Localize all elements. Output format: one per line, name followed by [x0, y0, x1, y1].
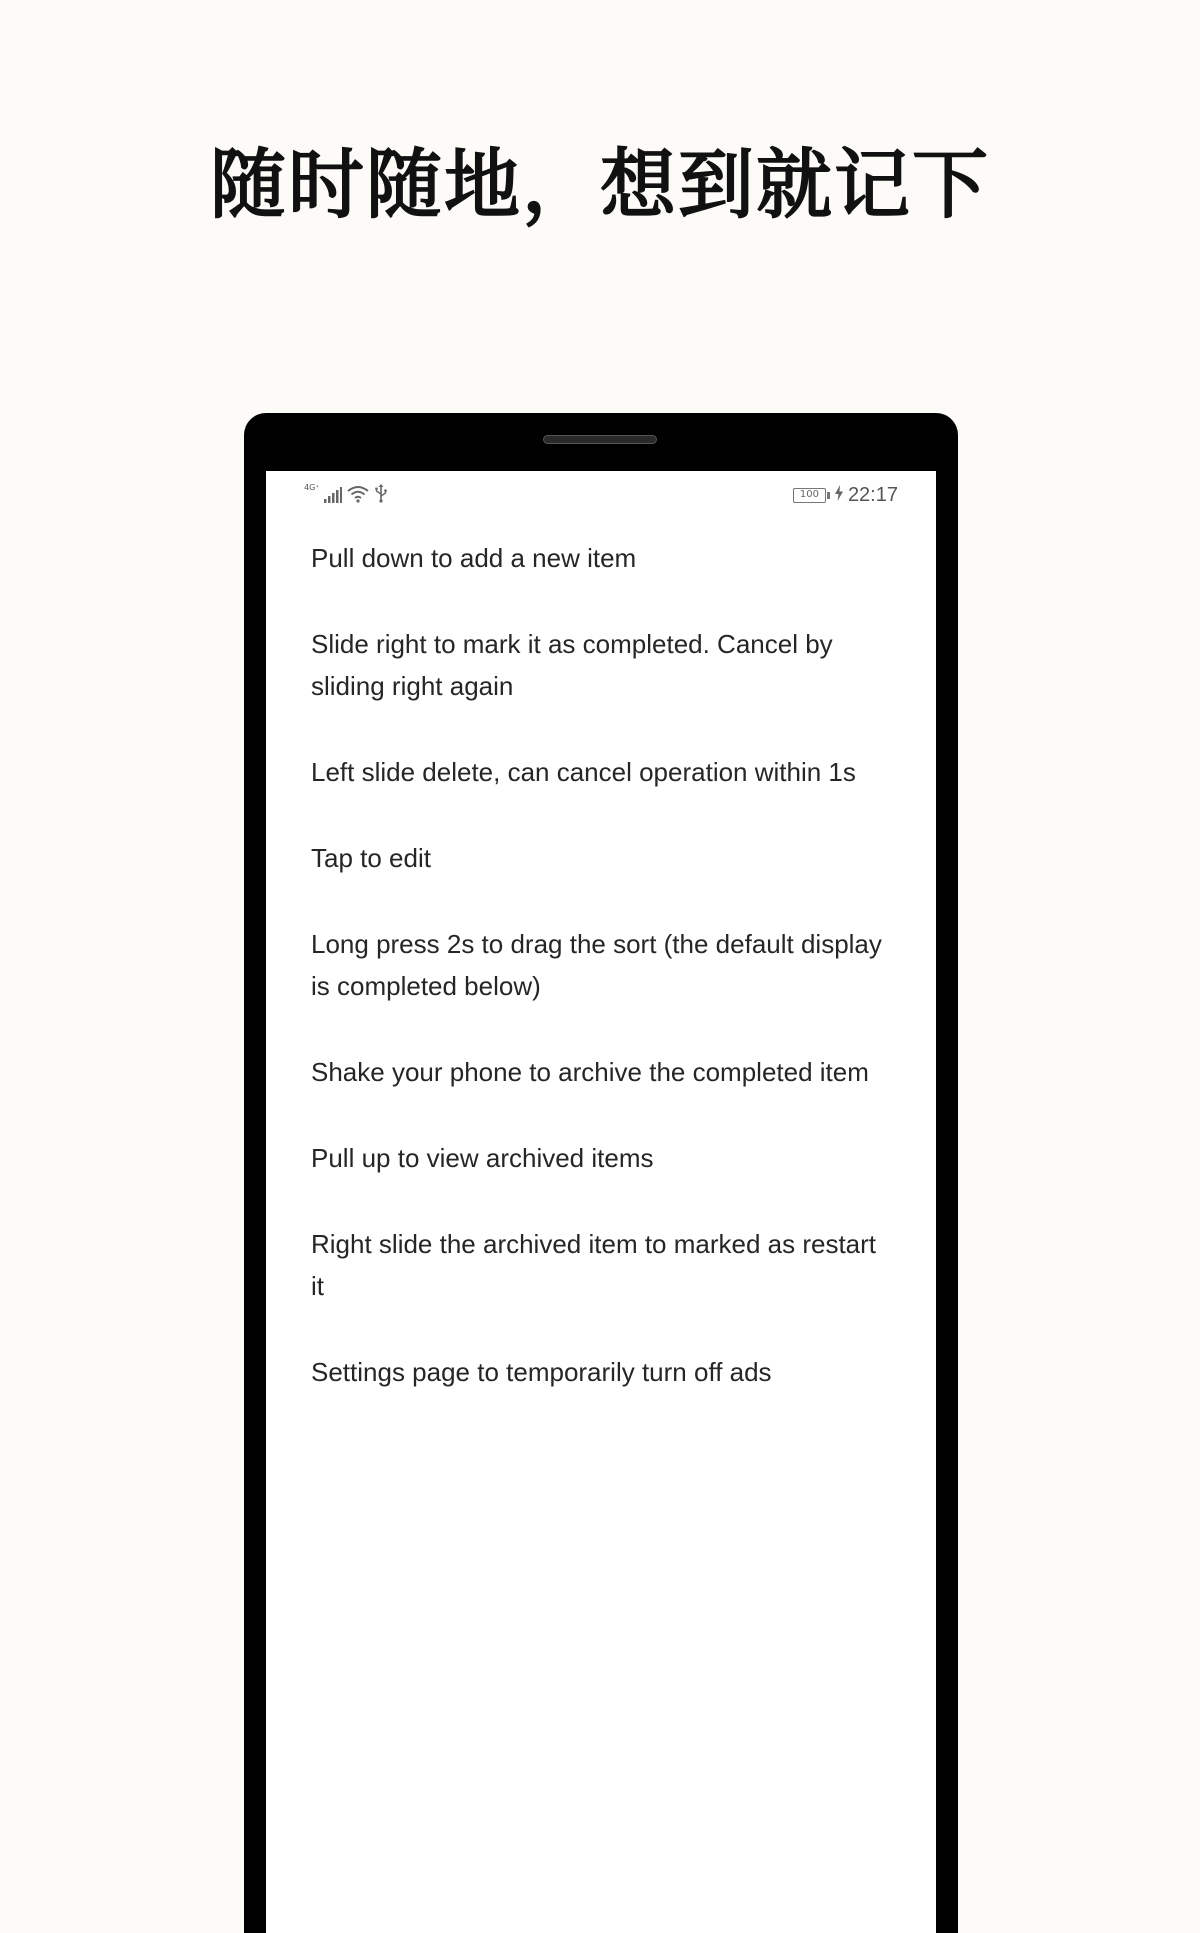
phone-speaker — [543, 435, 657, 444]
list-item[interactable]: Long press 2s to drag the sort (the default display is completed below) — [311, 929, 882, 1001]
phone-screen — [266, 471, 936, 1933]
list-item[interactable]: Settings page to temporarily turn off ads — [311, 1357, 772, 1387]
list-item[interactable]: Slide right to mark it as completed. Cancel by sliding right again — [311, 629, 833, 701]
list-item[interactable]: Right slide the archived item to marked as restart it — [311, 1229, 877, 1301]
clock-time: 22:17 — [847, 483, 898, 506]
status-right-icons — [793, 483, 898, 507]
wifi-icon — [346, 485, 370, 507]
status-bar — [266, 471, 936, 521]
promo-headline: 随时随地，想到就记下 — [210, 140, 990, 229]
battery-cap — [827, 492, 830, 499]
charging-icon — [834, 485, 844, 505]
list-item[interactable]: Left slide delete, can cancel operation within 1s — [311, 757, 856, 787]
list-item[interactable]: Pull down to add a new item — [311, 543, 637, 573]
battery-icon: 100 — [793, 488, 826, 503]
status-left-icons — [304, 483, 388, 507]
list-item[interactable]: Pull up to view archived items — [311, 1143, 654, 1173]
list-item[interactable]: Shake your phone to archive the completed item — [311, 1057, 869, 1087]
list-item[interactable]: Tap to edit — [311, 843, 431, 873]
network-type-label: 4G⁺ — [304, 483, 320, 492]
tips-list — [311, 537, 891, 1437]
usb-icon — [374, 483, 388, 507]
phone-frame — [244, 413, 958, 1933]
signal-icon — [324, 487, 342, 507]
